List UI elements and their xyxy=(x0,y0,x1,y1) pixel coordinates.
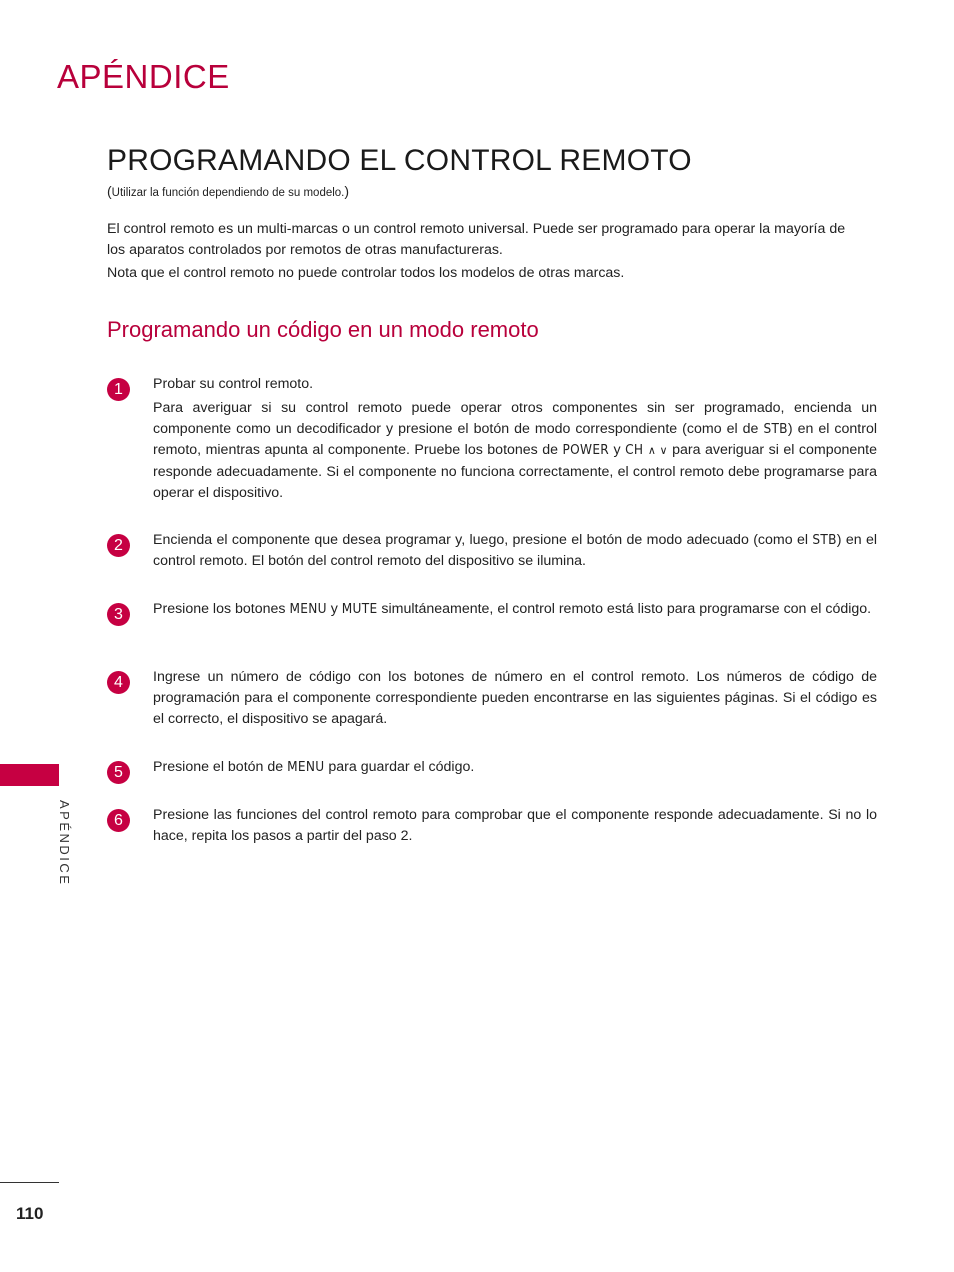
intro-text xyxy=(107,219,867,286)
step-text xyxy=(153,667,877,733)
key-menu: MENU xyxy=(289,601,327,617)
page-title: PROGRAMANDO EL CONTROL REMOTO xyxy=(107,144,692,177)
step-text xyxy=(153,757,877,781)
step-paragraph: Presione las funciones del control remoto para comprobar que el componente responde adecuadamente. Si no lo hace, repita los pasos a partir del paso 2. xyxy=(153,807,877,844)
step-paragraph xyxy=(153,757,877,778)
step-number: 2 xyxy=(107,534,130,557)
note-open: ( xyxy=(107,183,112,199)
step-text xyxy=(153,374,877,507)
note-close: ) xyxy=(344,183,350,199)
text-run: ) en el control remoto, mientras apunta al componente. Pruebe los botones de xyxy=(153,421,877,458)
note-text: Utilizar la función dependiendo de su modelo. xyxy=(111,187,345,199)
text-run: y xyxy=(609,442,626,458)
side-tab-label: APÉNDICE xyxy=(57,800,72,887)
text-run: para guardar el código. xyxy=(324,759,475,775)
header-title: APÉNDICE xyxy=(57,58,230,95)
key-power: POWER xyxy=(562,442,610,458)
page-number: 110 xyxy=(16,1204,44,1223)
step-paragraph xyxy=(153,530,877,572)
intro-paragraph-1: El control remoto es un multi-marcas o un control remoto universal. Puede ser programado para operar la mayoría de los aparatos controlados por remotos de otras manufactureras. xyxy=(107,221,846,258)
key-stb: STB xyxy=(812,532,837,548)
step-text xyxy=(153,805,877,850)
step-text xyxy=(153,599,877,623)
text-run: ) en el control remoto. El botón del control remoto del dispositivo se ilumina. xyxy=(153,532,878,569)
key-ch: CH xyxy=(625,442,644,458)
key-mute: MUTE xyxy=(341,601,378,617)
key-stb: STB xyxy=(763,421,788,437)
text-run: y xyxy=(326,601,342,617)
side-tab-marker xyxy=(0,764,59,786)
step-number: 6 xyxy=(107,809,130,832)
step-paragraph xyxy=(153,599,877,620)
step-text xyxy=(153,530,877,575)
text-run: para averiguar si el componente responde adecuadamente. Si el componente no funciona correctamente, el control remoto debe programarse para operar el dispositivo. xyxy=(153,442,877,501)
text-run: Para averiguar si su control remoto puede operar otros componentes sin ser programado, encienda un componente como un decodificador y presione el botón de modo correspondiente (como el de xyxy=(153,400,877,437)
step-number: 3 xyxy=(107,603,130,626)
intro-paragraph-2: Nota que el control remoto no puede controlar todos los modelos de otras marcas. xyxy=(107,265,625,281)
text-run: Encienda el componente que desea programar y, luego, presione el botón de modo adecuado (como el xyxy=(153,532,813,548)
step-paragraph xyxy=(153,398,877,504)
model-note xyxy=(107,183,349,199)
step-number: 5 xyxy=(107,761,130,784)
section-title: Programando un código en un modo remoto xyxy=(107,317,539,342)
footer-divider xyxy=(0,1182,59,1183)
key-menu: MENU xyxy=(287,759,325,775)
text-run: Presione los botones xyxy=(153,601,290,617)
text-run: simultáneamente, el control remoto está listo para programarse con el código. xyxy=(377,601,872,617)
step-number: 4 xyxy=(107,671,130,694)
ch-arrows-icon: ∧ ∨ xyxy=(647,445,668,457)
text-run: Presione el botón de xyxy=(153,759,288,775)
step-paragraph: Ingrese un número de código con los botones de número en el control remoto. Los números de código de programación para el componente correspondiente pueden encontrarse en las siguientes páginas. Si el código es el correcto, el dispositivo se apagará. xyxy=(153,669,877,727)
step-lead: Probar su control remoto. xyxy=(153,376,314,392)
step-number: 1 xyxy=(107,378,130,401)
